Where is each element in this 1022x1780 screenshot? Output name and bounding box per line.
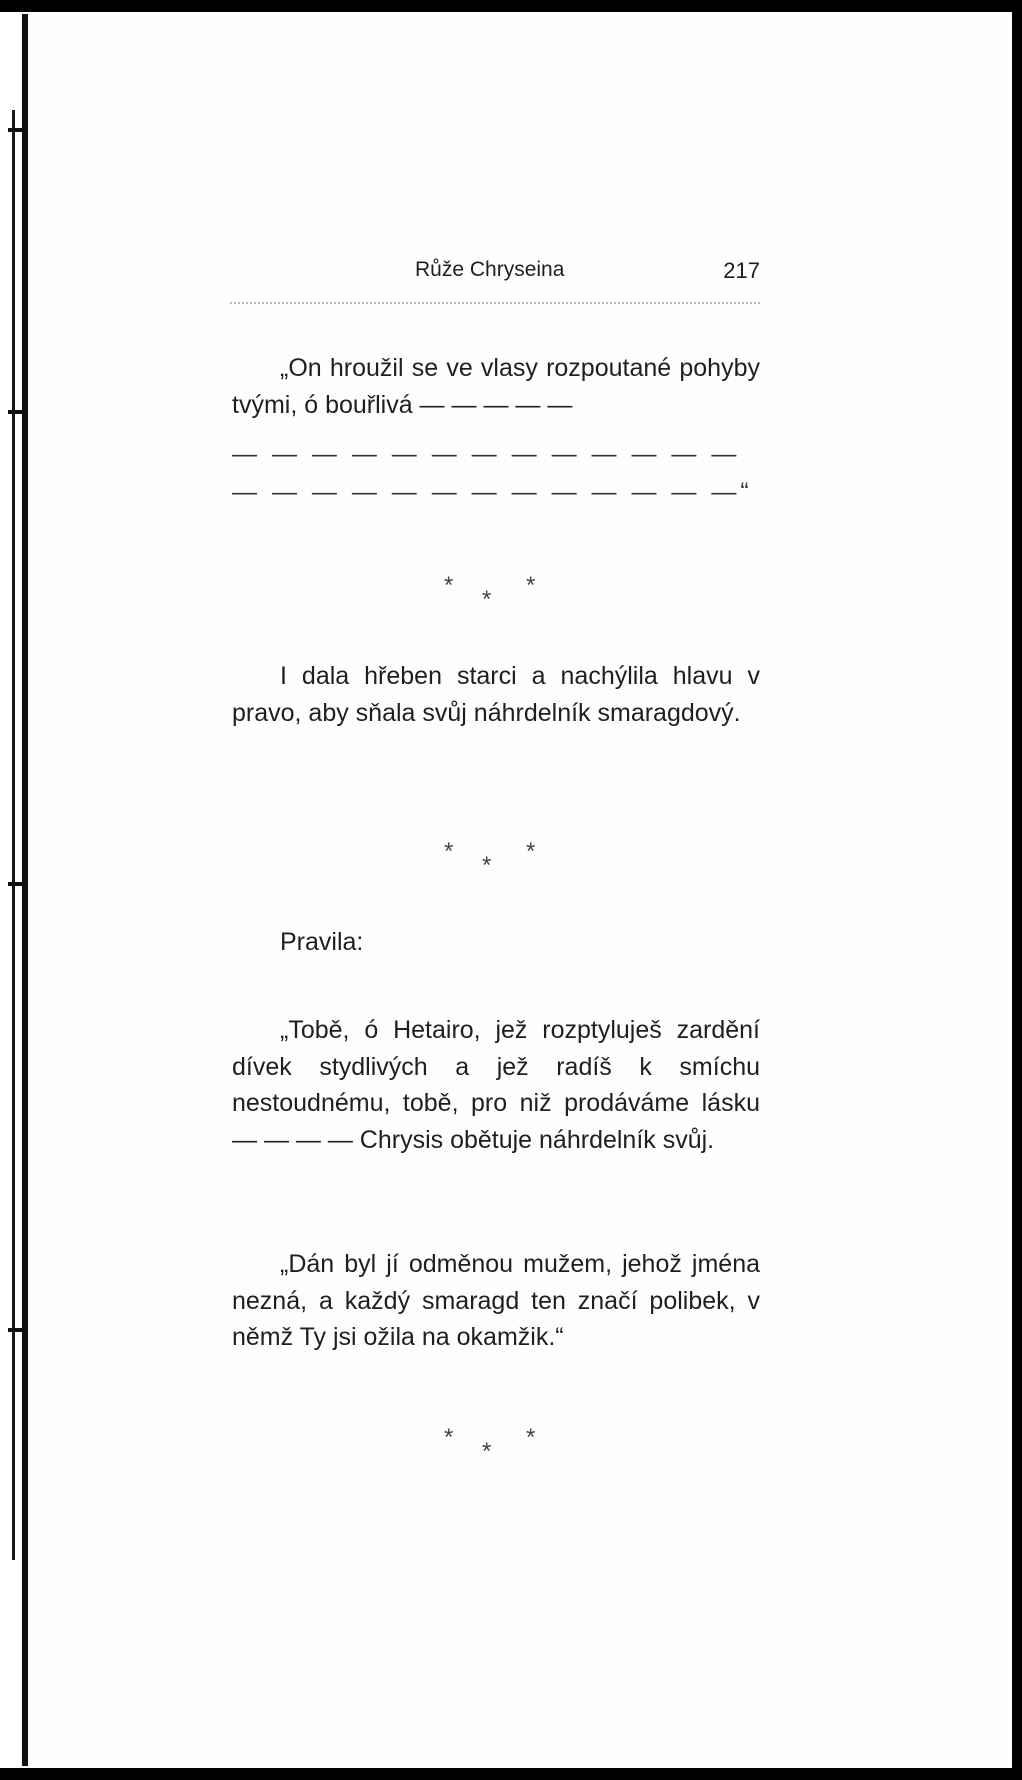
paragraph: „On hroužil se ve vlasy rozpoutané pohyby tvými, ó bouřlivá — — — — — xyxy=(232,354,760,419)
binding-mark xyxy=(8,410,28,414)
paragraph: Pravila: xyxy=(280,928,364,956)
section-separator xyxy=(440,838,550,898)
header-rule xyxy=(230,302,760,305)
separator-star: * xyxy=(482,1438,492,1465)
section-separator xyxy=(440,1424,550,1484)
separator-star: * xyxy=(482,852,492,879)
binding-mark xyxy=(8,882,28,886)
running-title: Růže Chryseina xyxy=(415,258,565,281)
section-separator xyxy=(440,572,550,632)
scan-border-bottom xyxy=(0,1768,1022,1780)
running-header xyxy=(205,258,760,288)
scan-border-right xyxy=(1012,0,1022,1780)
dash-line: — — — — — — — — — — — — — xyxy=(232,440,741,468)
separator-star: * xyxy=(444,838,454,865)
separator-star: * xyxy=(526,838,536,865)
paragraph: I dala hřeben starci a nachýlila hlavu v pravo, aby sňala svůj náhrdelník smaragdový. xyxy=(232,662,760,727)
separator-star: * xyxy=(482,586,492,613)
dash-line: — — — — — — — — — — — — —“ xyxy=(232,478,753,506)
separator-star: * xyxy=(526,1424,536,1451)
binding-shadow xyxy=(12,110,15,1560)
separator-star: * xyxy=(444,572,454,599)
paragraph: „Tobě, ó Hetairo, jež rozptyluješ zardění dívek stydlivých a jež radíš k smíchu nestoudnému, tobě, pro niž prodáváme lásku — — — — Chrysis obětuje náhrdelník svůj. xyxy=(232,1016,760,1154)
page-number: 217 xyxy=(723,258,760,283)
scan-border-top xyxy=(0,0,1022,12)
separator-star: * xyxy=(526,572,536,599)
separator-star: * xyxy=(444,1424,454,1451)
binding-mark xyxy=(8,128,28,132)
paragraph: „Dán byl jí odměnou mužem, jehož jména nezná, a každý smaragd ten značí polibek, v němž Ty jsi ožila na okamžik.“ xyxy=(232,1250,760,1351)
binding-mark xyxy=(8,1328,28,1332)
